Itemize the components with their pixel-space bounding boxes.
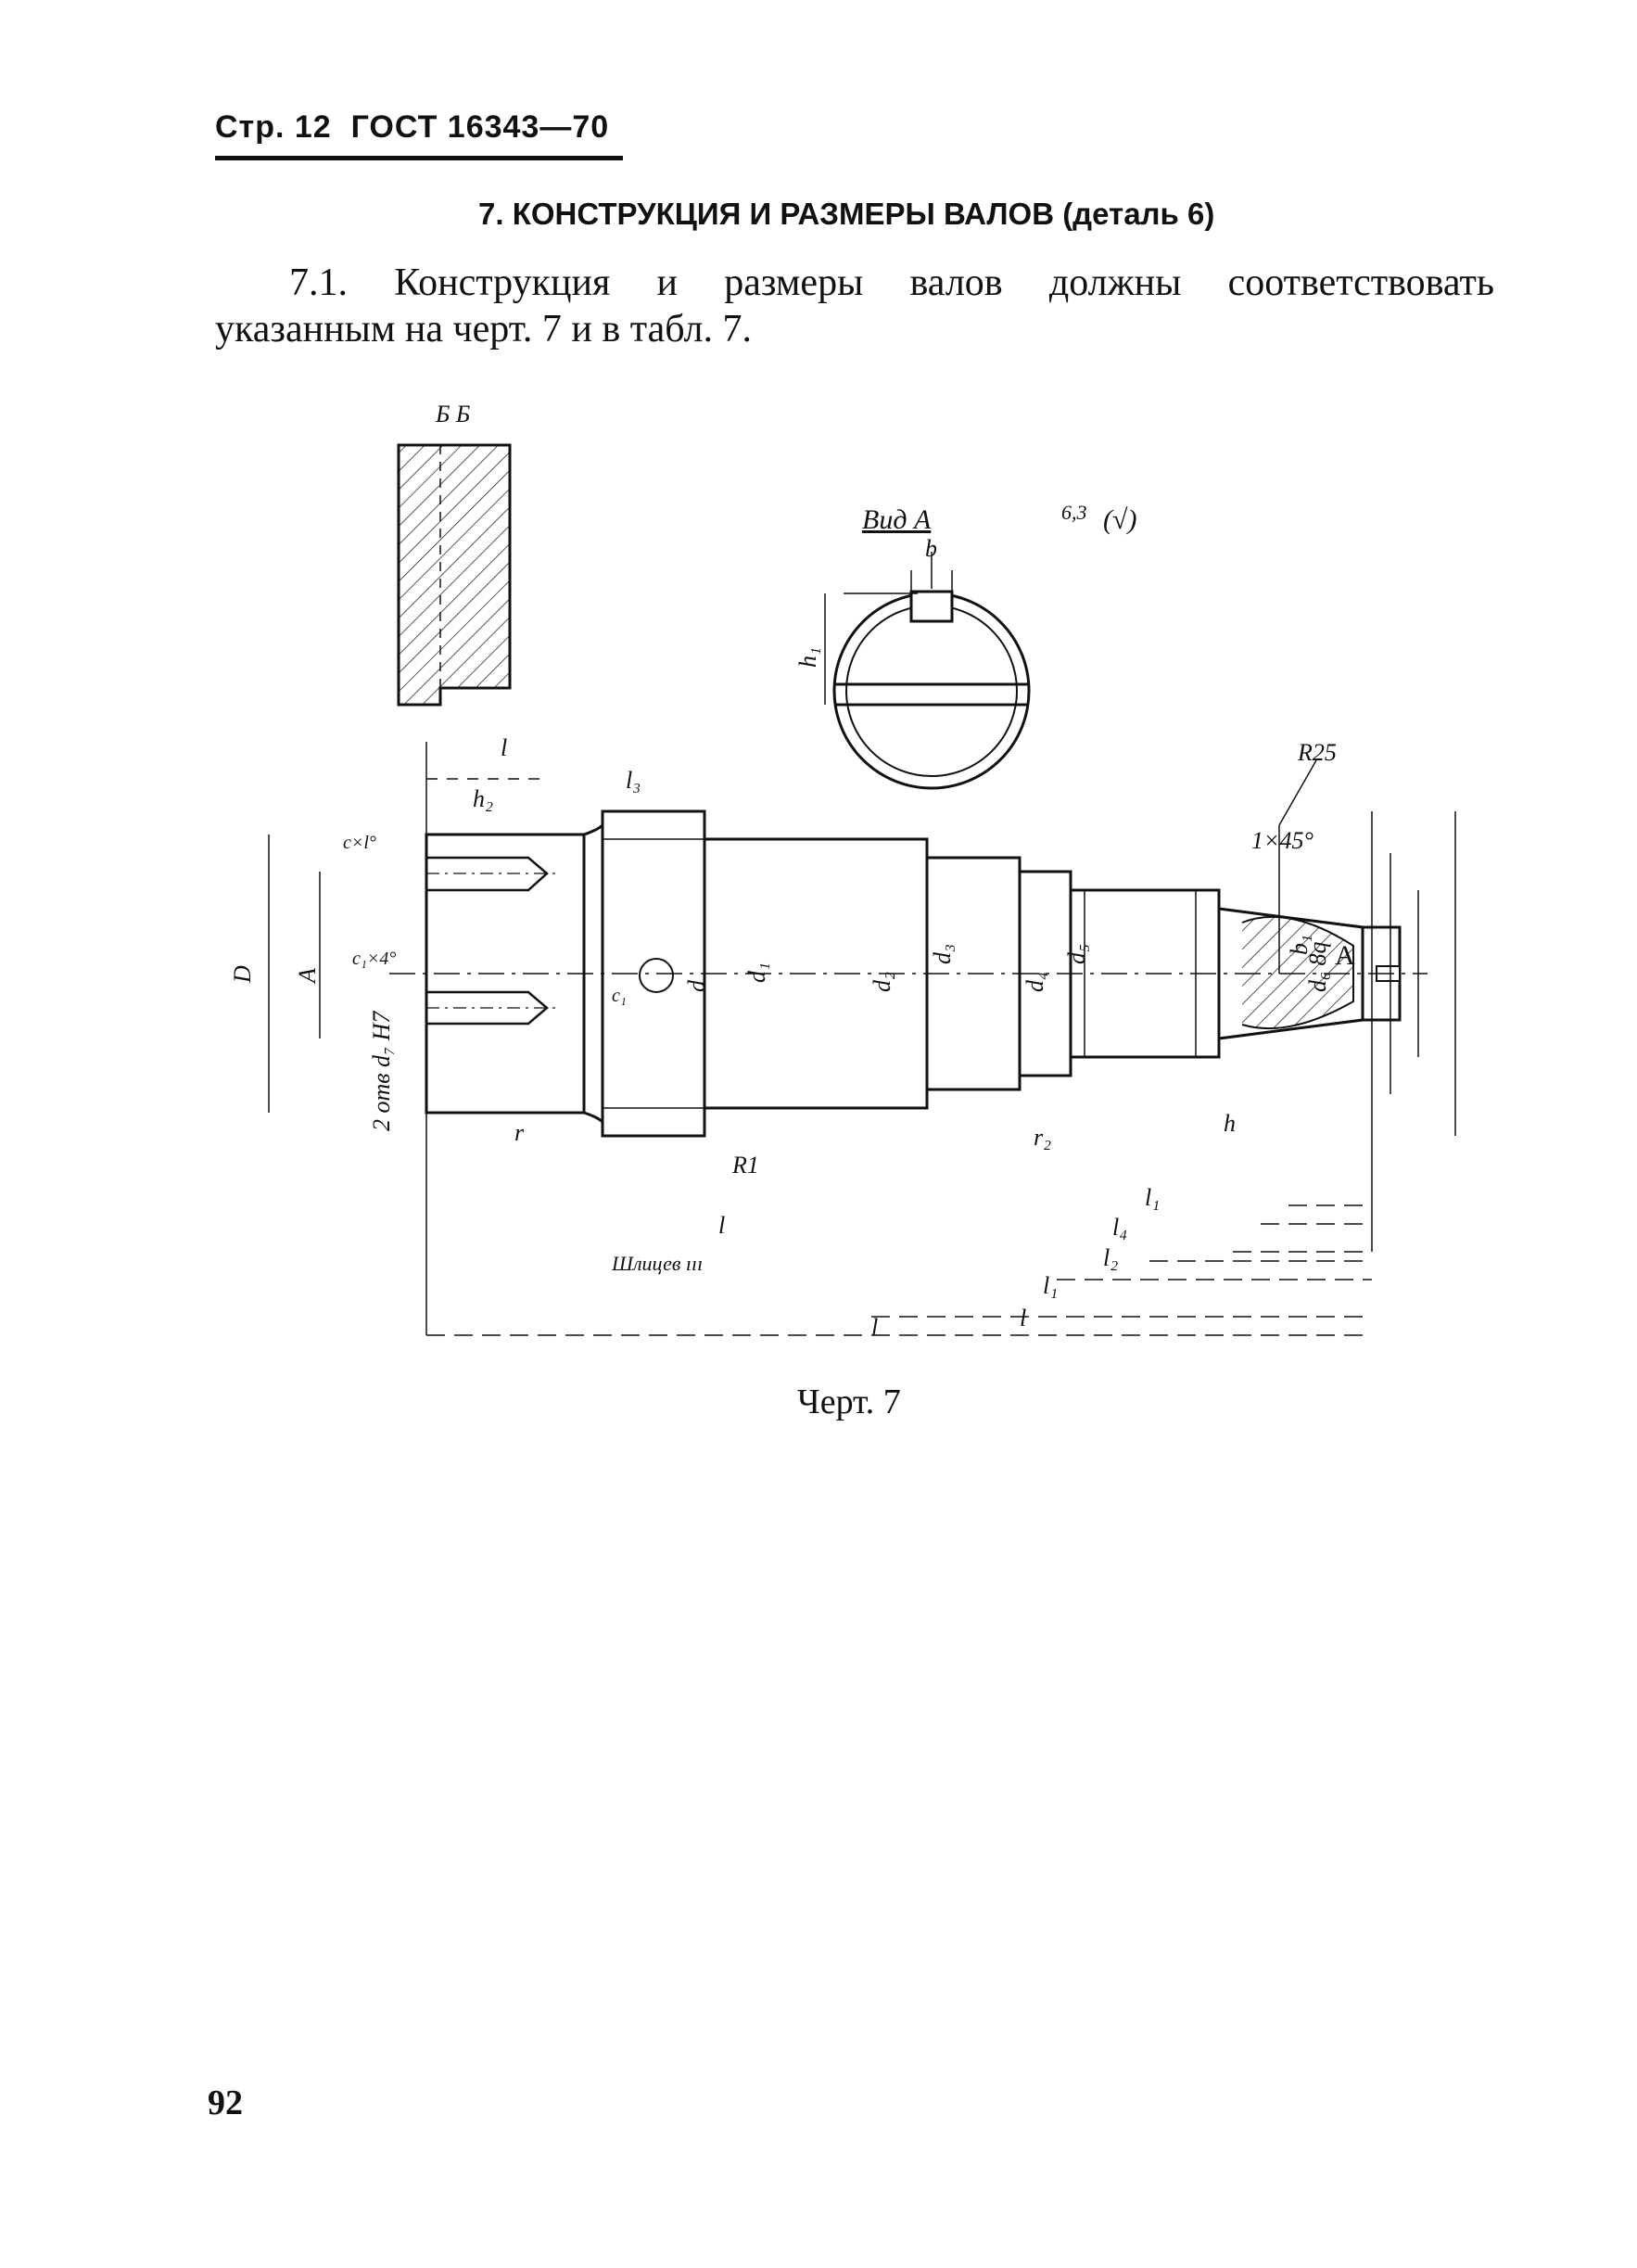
dim-d2: d₂ <box>869 971 895 992</box>
dim-r2: r₂ <box>1034 1124 1052 1151</box>
page-label: Стр. 12 <box>215 109 332 145</box>
dim-l1b: l₁ <box>1043 1272 1059 1299</box>
dim-ld: l <box>718 1212 726 1239</box>
dim-D: D <box>229 965 256 983</box>
section-profile <box>399 445 510 705</box>
paragraph-line-1: 7.1. Конструкция и размеры валов должны соответствовать <box>289 261 1494 304</box>
dim-c3: c₁×4° <box>352 949 397 969</box>
shaft-drawing <box>229 389 1428 1354</box>
dim-h: h <box>1224 1110 1236 1137</box>
dim-d3: d₃ <box>929 943 956 964</box>
view-a <box>825 552 1029 788</box>
dim-c2: c×l° <box>343 833 376 853</box>
dim-d5: d₅ <box>1063 943 1090 964</box>
dim-b: b <box>925 535 937 562</box>
page-number: 92 <box>208 2083 243 2122</box>
dim-l2: l₂ <box>1103 1244 1119 1271</box>
dim-lc: l <box>871 1314 879 1341</box>
dim-l1: l₁ <box>1145 1184 1161 1211</box>
dim-d1: d₁ <box>743 962 770 983</box>
dim-arrowA: A <box>1335 940 1355 971</box>
roughness-main: 6,3 <box>1061 501 1087 524</box>
dim-A: A <box>294 968 321 983</box>
dim-chamfer: 1×45° <box>1251 827 1313 854</box>
paragraph <box>215 260 1494 352</box>
page-header <box>215 109 609 146</box>
dim-d: d <box>683 980 710 992</box>
dim-R25: R25 <box>1298 739 1337 766</box>
standard-label: ГОСТ 16343—70 <box>350 109 610 145</box>
dim-l: l <box>501 734 508 761</box>
view-label: Вид А <box>862 504 932 535</box>
dim-l3: l₃ <box>626 767 641 794</box>
figure-caption: Черт. 7 <box>797 1382 901 1421</box>
dim-b1: b₁ <box>1286 934 1313 955</box>
header-rule <box>215 156 623 160</box>
section-label: Б Б <box>436 401 471 427</box>
roughness-sub: (√) <box>1103 504 1137 535</box>
dim-d4: d₄ <box>1022 971 1048 992</box>
dim-r: r <box>514 1119 525 1146</box>
dim-lb: l <box>1020 1305 1027 1331</box>
dim-slots: Шлицев ııı <box>612 1252 704 1275</box>
dim-h1: h₁ <box>794 646 821 668</box>
dim-d6: d₆ 8q <box>1304 941 1331 992</box>
dim-l4: l₄ <box>1112 1214 1128 1241</box>
section-title: 7. КОНСТРУКЦИЯ И РАЗМЕРЫ ВАЛОВ (деталь 6) <box>478 197 1215 231</box>
dim-c1: c₁ <box>612 986 627 1006</box>
paragraph-line-2: указанным на черт. 7 и в табл. 7. <box>215 308 753 350</box>
dim-d7: 2 отв d₇ H7 <box>368 1011 395 1131</box>
dim-R1: R1 <box>732 1152 759 1179</box>
dim-h2: h₂ <box>473 785 494 812</box>
